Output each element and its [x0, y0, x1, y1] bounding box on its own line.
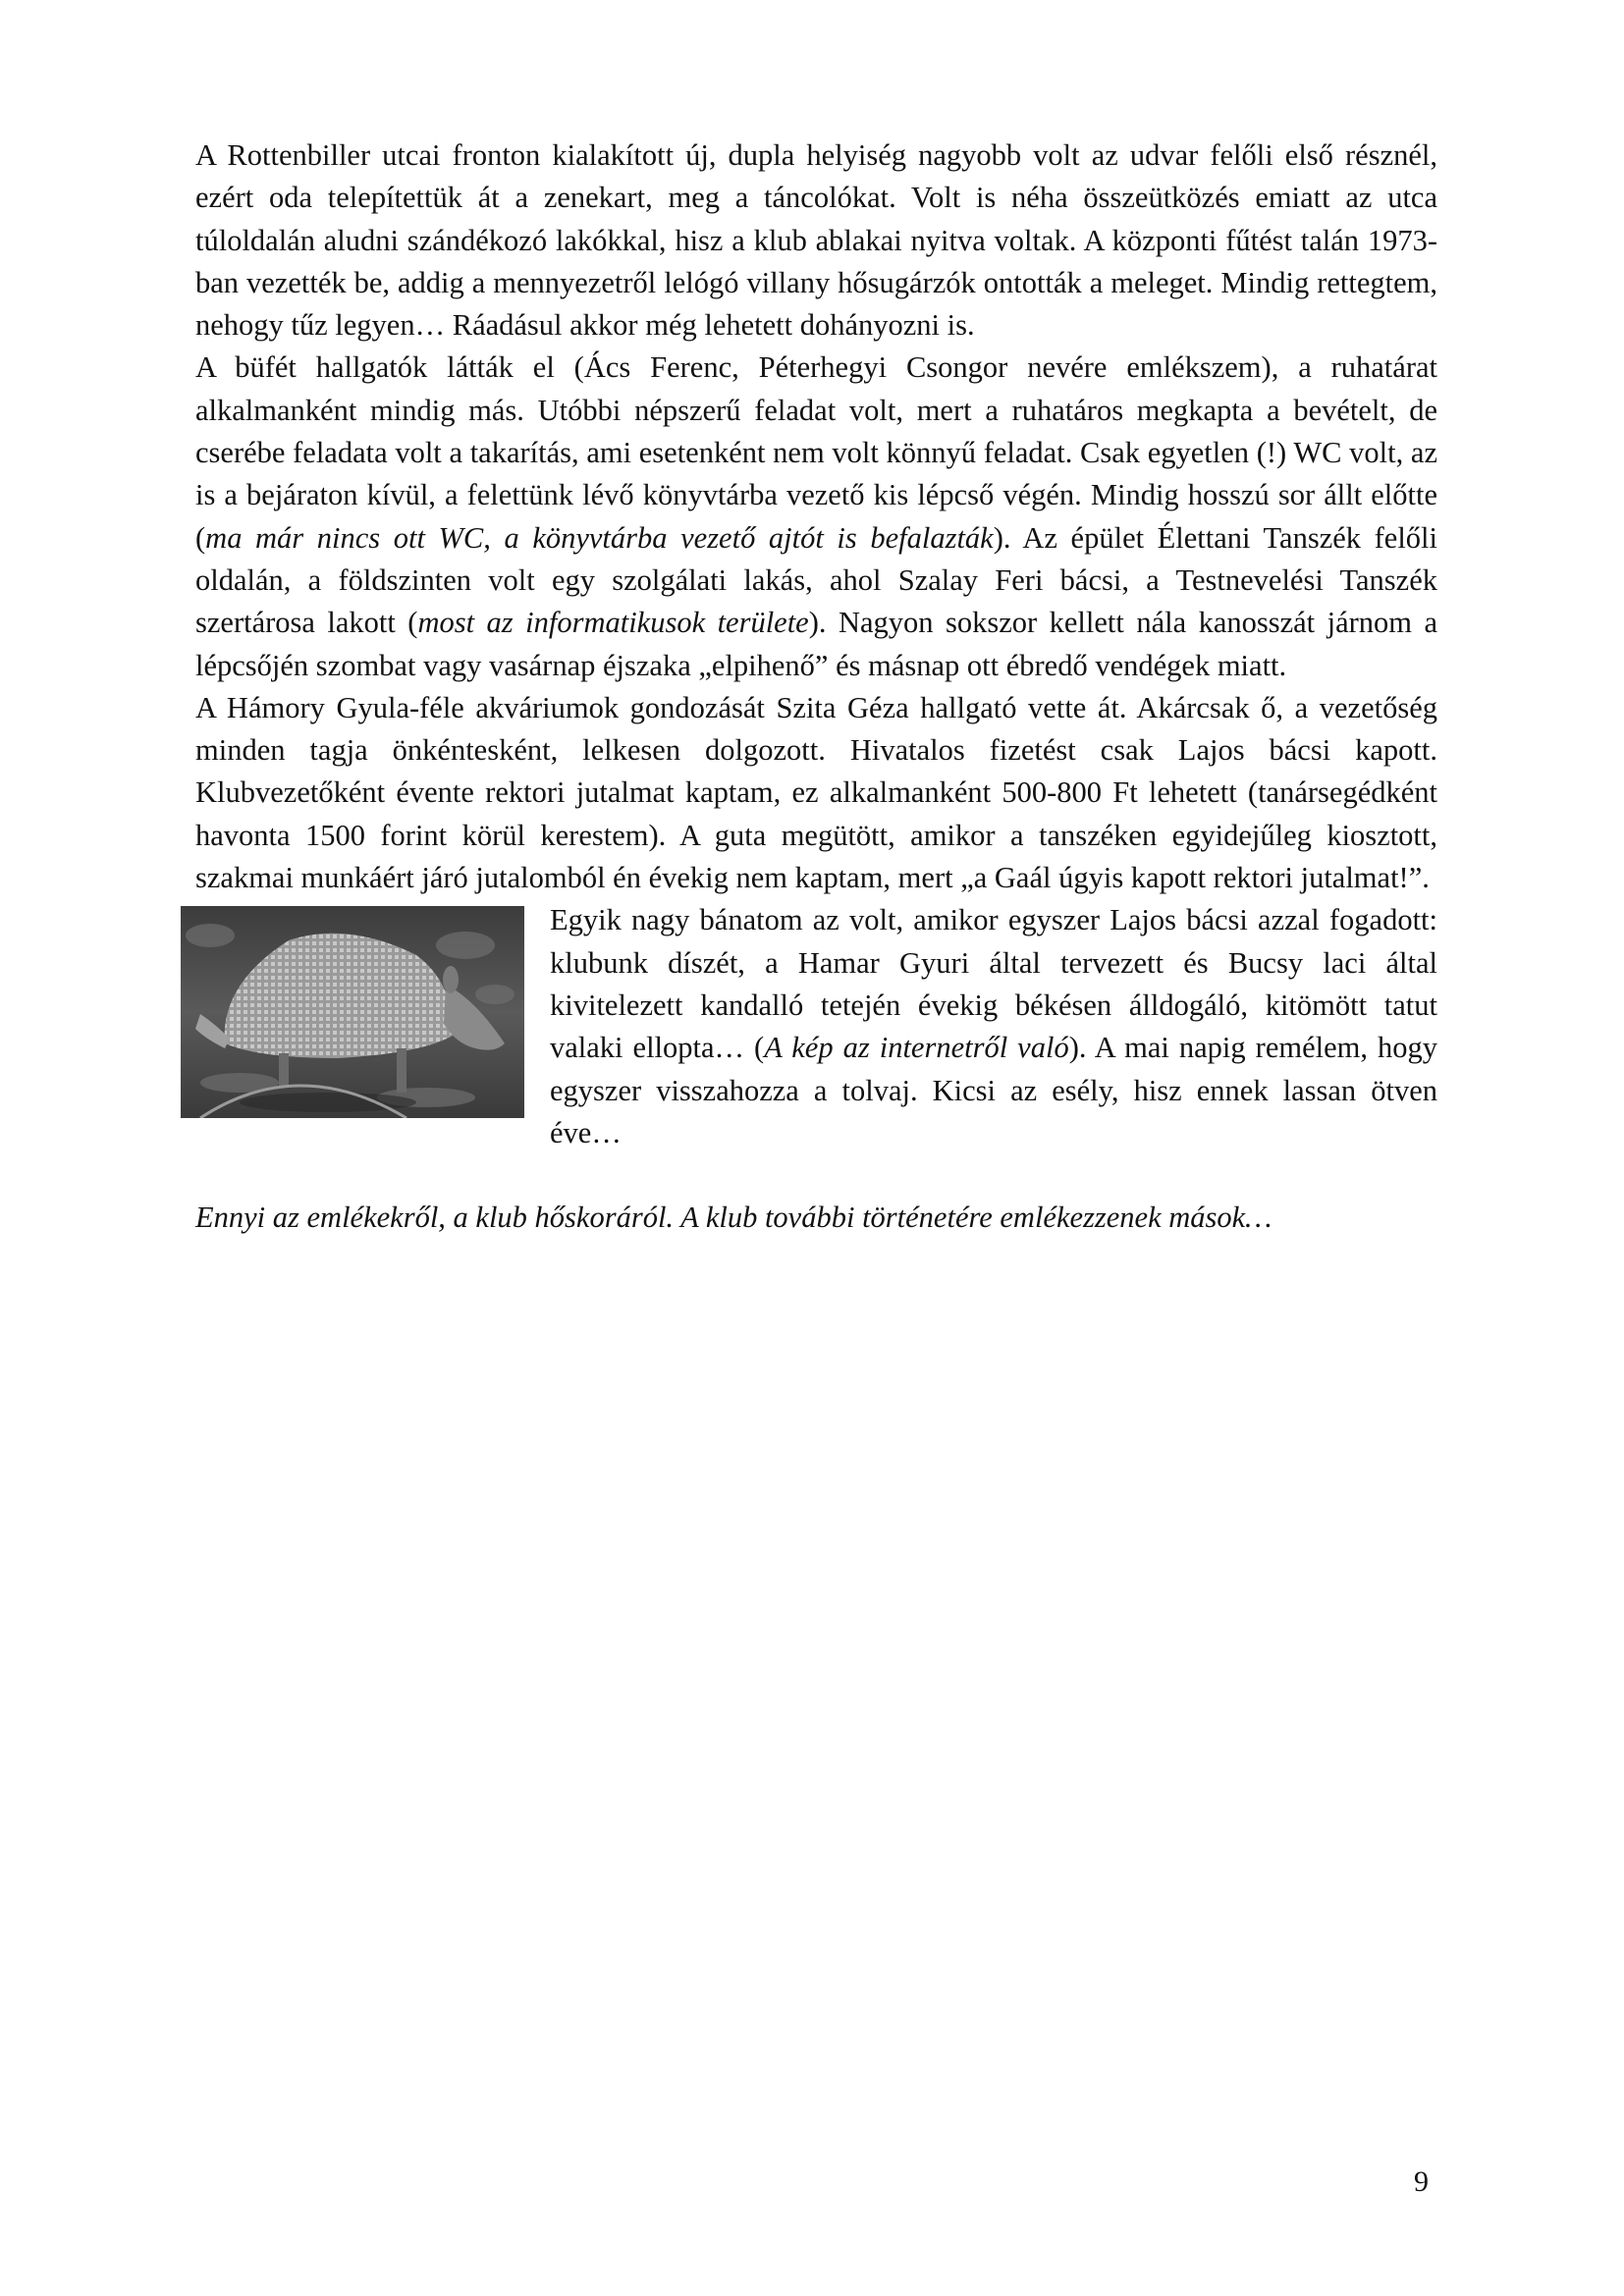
text-run: ). A mai napig remélem, hogy egyszer visszahozza a tolvaj. Kicsi az esély, hisz ennek lassan ötven éve… — [550, 1031, 1437, 1149]
italic-aside: ma már nincs ott WC, a könyvtárba vezető ajtót is befalazták — [205, 520, 994, 555]
text-run: ). Az épület Élettani Tanszék felőli oldalán, a földszinten volt egy szolgálati lakás, ahol Szalay Feri bácsi, a Testnevelési Tanszék szertárosa lakott ( — [195, 520, 1437, 640]
text-run: A büfét hallgatók látták el (Ács Ferenc, Péterhegyi Csongor nevére emlékszem), a ruhatárat alkalmanként mindig más. Utóbbi népszerű feladat volt, mert a ruhatáros megkapta a bevételt, de cserébe feladata volt a takarítás, ami esetenként nem volt könnyű feladat. Csak egyetlen (!) WC volt, az is a bejáraton kívül, a felettünk lévő könyvtárba vezető kis lépcső végén. Mindig hosszú sor állt előtte ( — [195, 350, 1437, 555]
text-run: ). Nagyon sokszor kellett nála kanosszát járnom a lépcsőjén szombat vagy vasárnap éjszaka „elpihenő” és másnap ott ébredő vendégek miatt. — [195, 606, 1437, 682]
italic-aside: most az informatikusok területe — [417, 606, 809, 640]
italic-aside: A kép az internetről való — [764, 1031, 1069, 1065]
armadillo-photo — [181, 906, 524, 1118]
closing-remark: Ennyi az emlékekről, a klub hőskoráról. A klub további történetére emlékezzenek mások… — [195, 1201, 1272, 1235]
page-number: 9 — [1414, 2165, 1429, 2198]
document-page — [195, 134, 1437, 1239]
armadillo-image-icon — [181, 906, 524, 1118]
paragraph-bufe — [195, 347, 1437, 686]
text-run: Egyik nagy bánatom az volt, amikor egyszer Lajos bácsi azzal fogadott: klubunk díszét, a Hamar Gyuri által tervezett és Bucsy laci által kivitelezett kandalló tetején évekig békésen álldogáló, kitömött tatut valaki ellopta… ( — [550, 903, 1437, 1065]
paragraph-rottenbiller: A Rottenbiller utcai fronton kialakított új, dupla helyiség nagyobb volt az udvar felőli első résznél, ezért oda telepítettük át a zenekart, meg a táncolókat. Volt is néha összeütközés emiatt az utca túloldalán aludni szándékozó lakókkal, hisz a klub ablakai nyitva voltak. A központi fűtést talán 1973-ban vezették be, addig a mennyezetről lelógó villany hősugárzók ontották a meleget. Mindig rettegtem, nehogy tűz legyen… Ráadásul akkor még lehetett dohányozni is. — [195, 138, 1437, 343]
paragraph-gap — [195, 1154, 1437, 1197]
paragraph-akvariumok: A Hámory Gyula-féle akváriumok gondozását Szita Géza hallgató vette át. Akárcsak ő, a vezetőség minden tagja önkéntesként, lelkesen dolgozott. Hivatalos fizetést csak Lajos bácsi kapott. Klubvezetőként évente rektori jutalmat kaptam, ez alkalmanként 500-800 Ft lehetett (tanársegédként havonta 1500 forint körül kerestem). A guta megütött, amikor a tanszéken egyidejűleg kiosztott, szakmai munkáért járó jutalomból én évekig nem kaptam, mert „a Gaál úgyis kapott rektori jutalmat!”. — [195, 690, 1437, 895]
